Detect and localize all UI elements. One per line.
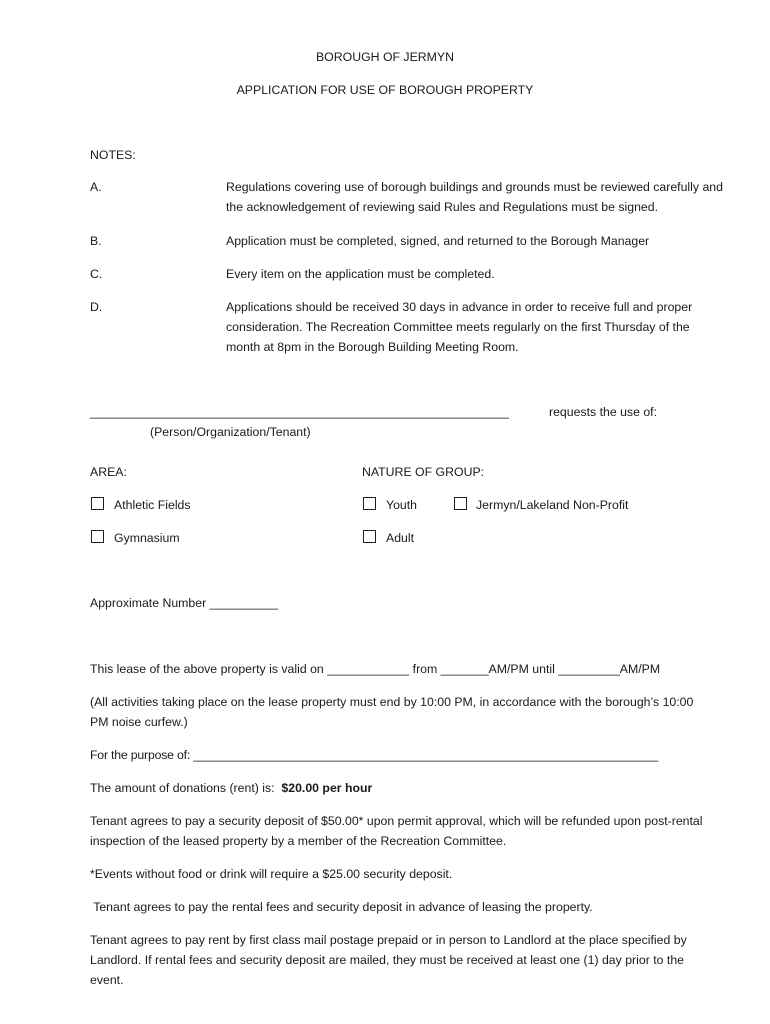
athletic-fields-checkbox[interactable] (91, 497, 104, 510)
lease-validity-line[interactable]: This lease of the above property is valid on ____________ from _______AM/PM until _________AM/PM (90, 662, 661, 676)
document-title: BOROUGH OF JERMYN (315, 50, 454, 64)
curfew-note: (All activities taking place on the lease property must end by 10:00 PM, in accordance with the borough’s 10:00 PM noise curfew.) (90, 695, 694, 729)
donation-line (90, 780, 372, 796)
note-letter-a: A. (90, 180, 102, 194)
donation-amount: $20.00 per hour (281, 781, 373, 795)
gymnasium-checkbox[interactable] (91, 530, 104, 543)
requests-use-text: requests the use of: (549, 405, 658, 419)
advance-payment-text: Tenant agrees to pay the rental fees and security deposit in advance of leasing the property. (90, 900, 593, 914)
purpose-field[interactable]: For the purpose of: ______________________________________________________________________ (90, 748, 659, 762)
note-letter-b: B. (90, 234, 102, 248)
note-text-b: Application must be completed, signed, and returned to the Borough Manager (226, 234, 650, 248)
gymnasium-label: Gymnasium (114, 531, 180, 545)
note-letter-d: D. (90, 300, 103, 314)
non-profit-checkbox[interactable] (454, 497, 467, 510)
adult-label: Adult (386, 531, 415, 545)
events-note: *Events without food or drink will require a $25.00 security deposit. (90, 867, 453, 881)
area-heading: AREA: (90, 465, 127, 479)
adult-checkbox[interactable] (363, 530, 376, 543)
nature-heading: NATURE OF GROUP: (362, 465, 485, 479)
approximate-number-field[interactable]: Approximate Number __________ (90, 596, 278, 610)
requester-line[interactable]: ________________________________________________________________ (90, 405, 509, 419)
donation-label: The amount of donations (rent) is: (90, 781, 275, 795)
note-text-c: Every item on the application must be completed. (226, 267, 495, 281)
youth-label: Youth (386, 498, 418, 512)
non-profit-label: Jermyn/Lakeland Non-Profit (476, 498, 629, 512)
youth-checkbox[interactable] (363, 497, 376, 510)
security-deposit-text: Tenant agrees to pay a security deposit of $50.00* upon permit approval, which will be refunded upon post-rental inspection of the leased property by a member of the Recreation Committee. (90, 814, 703, 848)
document-subtitle: APPLICATION FOR USE OF BOROUGH PROPERTY (236, 83, 534, 97)
athletic-fields-label: Athletic Fields (114, 498, 191, 512)
mail-payment-text: Tenant agrees to pay rent by first class mail postage prepaid or in person to Landlord at the place specified by Landlord. If rental fees and security deposit are mailed, they must be received at least one (1) day prior to the event. (90, 933, 687, 987)
requester-caption: (Person/Organization/Tenant) (150, 425, 311, 439)
note-text-a: Regulations covering use of borough buildings and grounds must be reviewed carefully and the acknowledgement of reviewing said Rules and Regulations must be signed. (226, 180, 723, 214)
note-text-d: Applications should be received 30 days in advance in order to receive full and proper consideration. The Recreation Committee meets regularly on the first Thursday of the month at 8pm in the Borough Building Meeting Room. (226, 300, 693, 354)
note-letter-c: C. (90, 267, 103, 281)
notes-heading: NOTES: (90, 148, 136, 162)
